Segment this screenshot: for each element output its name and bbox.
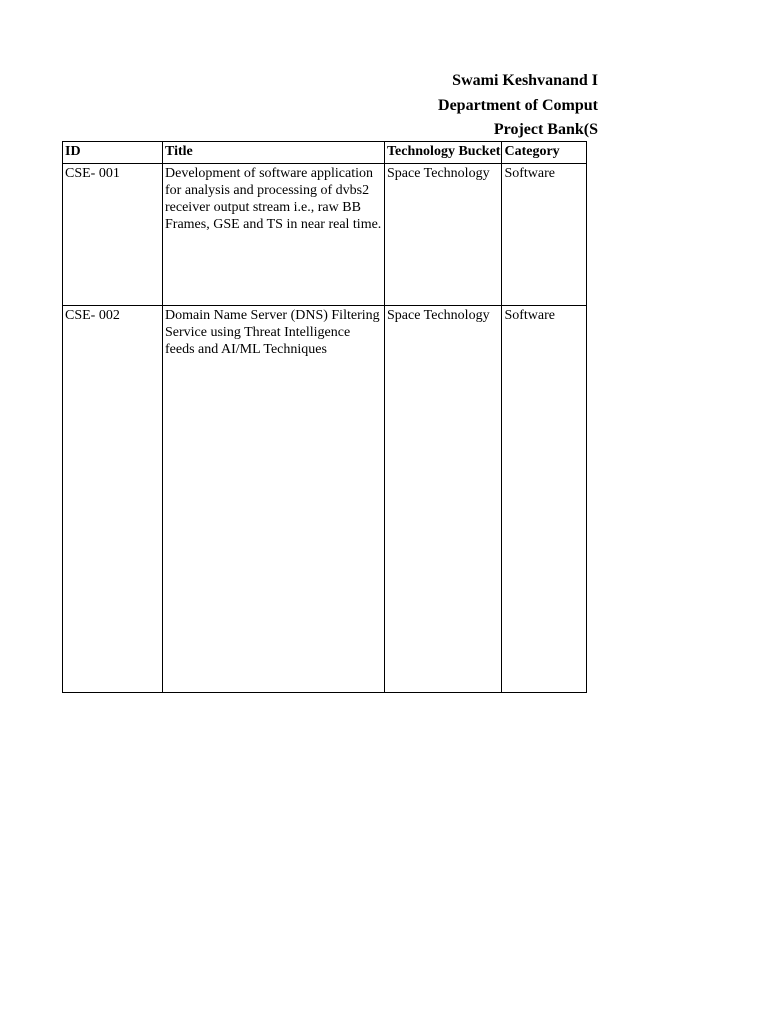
project-bank-table xyxy=(62,141,587,693)
column-header-id: ID xyxy=(63,142,163,164)
cell-technology: Space Technology xyxy=(385,164,502,306)
cell-technology: Space Technology xyxy=(385,306,502,693)
document-title: Project Bank(S xyxy=(493,121,598,138)
cell-category: Software xyxy=(502,164,587,306)
table-header-row xyxy=(63,142,587,164)
column-header-category: Category xyxy=(502,142,587,164)
cell-id: CSE- 001 xyxy=(63,164,163,306)
department-name: Department of Comput xyxy=(438,97,598,114)
cell-title: Development of software application for analysis and processing of dvbs2 receiver output stream i.e., raw BB Frames, GSE and TS in near real time. xyxy=(163,164,385,306)
table-row xyxy=(63,164,587,306)
column-header-technology: Technology Bucket xyxy=(385,142,502,164)
table-row xyxy=(63,306,587,693)
institute-name: Swami Keshvanand I xyxy=(452,72,598,89)
cell-category: Software xyxy=(502,306,587,693)
cell-id: CSE- 002 xyxy=(63,306,163,693)
column-header-title: Title xyxy=(163,142,385,164)
cell-title: Domain Name Server (DNS) Filtering Service using Threat Intelligence feeds and AI/ML Techniques xyxy=(163,306,385,693)
